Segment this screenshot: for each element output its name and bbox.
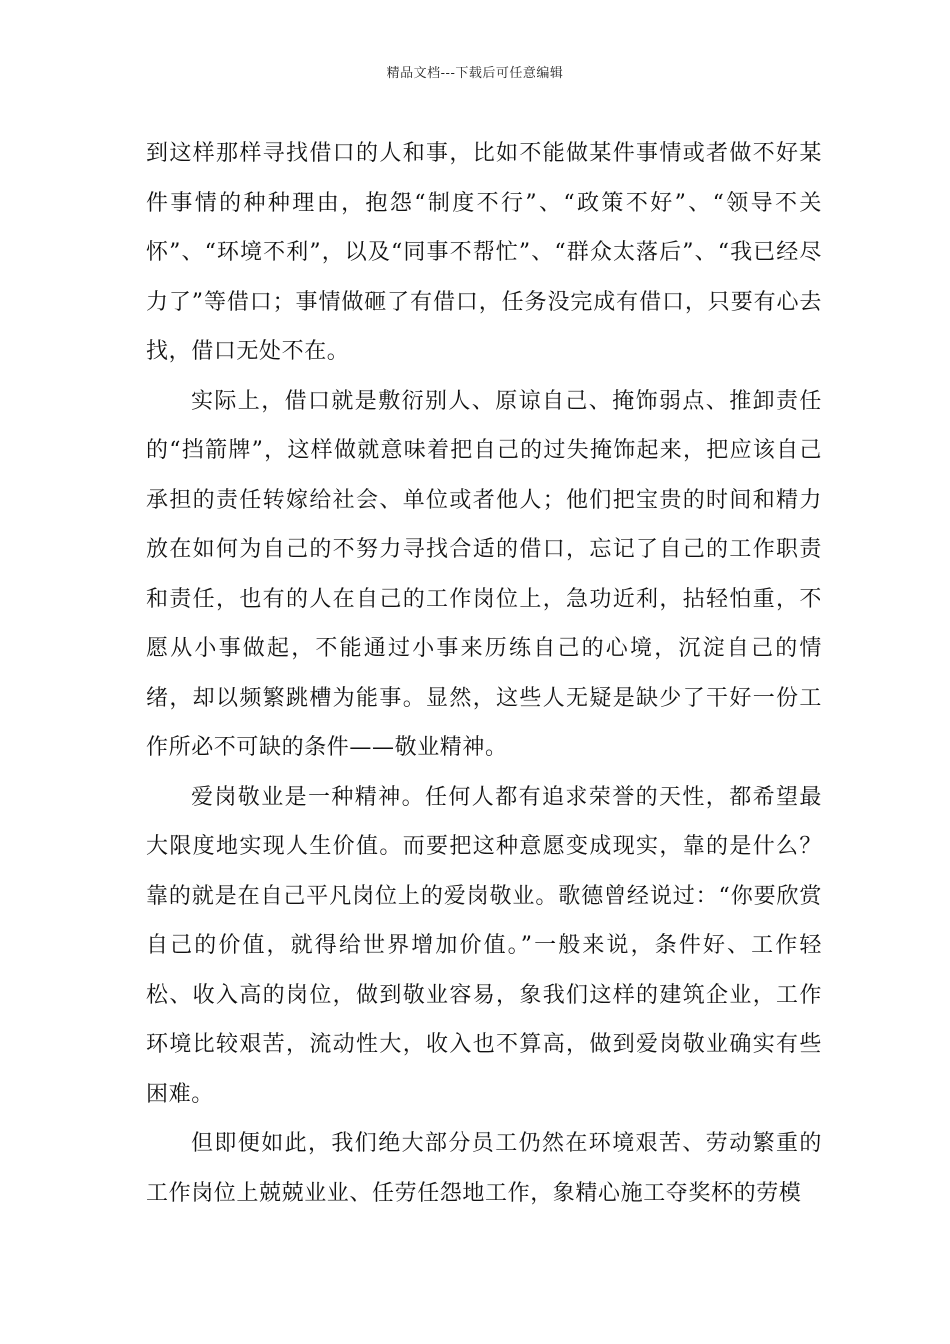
page-header: 精品文档---下载后可任意编辑	[386, 66, 564, 81]
paragraph-2: 实际上，借口就是敷衍别人、原谅自己、掩饰弱点、推卸责任的“挡箭牌”，这样做就意味着把自己的过失掩饰起来，把应该自己承担的责任转嫁给社会、单位或者他人；他们把宝贵的时间和精力放在如何为自己的不努力寻找合适的借口，忘记了自己的工作职责和责任，也有的人在自己的工作岗位上，急功近利，拈轻怕重，不愿从小事做起，不能通过小事来历练自己的心境，沉淀自己的情绪，却以频繁跳槽为能事。显然，这些人无疑是缺少了干好一份工作所必不可缺的条件——敬业精神。	[146, 388, 822, 760]
document-body	[146, 129, 822, 1218]
paragraph-1: 到这样那样寻找借口的人和事，比如不能做某件事情或者做不好某件事情的种种理由，抱怨“制度不行”、“政策不好”、“领导不关怀”、“环境不利”，以及“同事不帮忙”、“群众太落后”、“我已经尽力了”等借口；事情做砸了有借口，任务没完成有借口，只要有心去找，借口无处不在。	[146, 141, 822, 364]
paragraph-3: 爱岗敬业是一种精神。任何人都有追求荣誉的天性，都希望最大限度地实现人生价值。而要把这种意愿变成现实，靠的是什么？靠的就是在自己平凡岗位上的爱岗敬业。歌德曾经说过：“你要欣赏自己的价值，就得给世界增加价值。”一般来说，条件好、工作轻松、收入高的岗位，做到敬业容易，象我们这样的建筑企业，工作环境比较艰苦，流动性大，收入也不算高，做到爱岗敬业确实有些困难。	[146, 784, 822, 1107]
paragraph-4: 但即便如此，我们绝大部分员工仍然在环境艰苦、劳动繁重的工作岗位上兢兢业业、任劳任怨地工作，象精心施工夺奖杯的劳模	[146, 1131, 822, 1206]
